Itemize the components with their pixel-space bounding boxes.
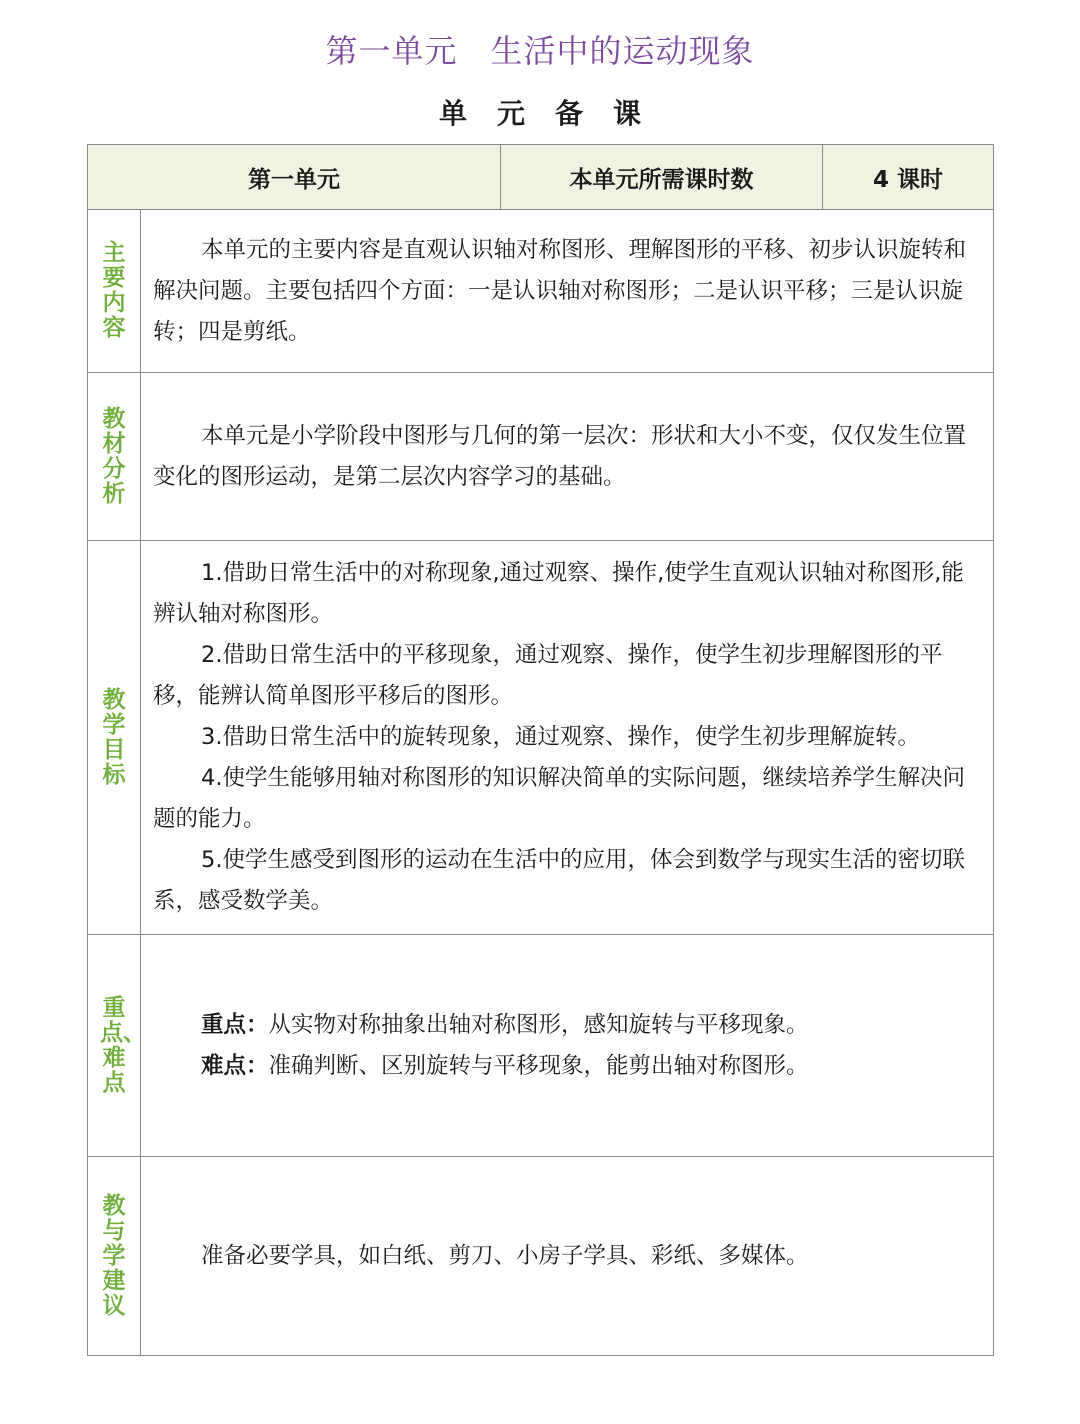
main-content-label: 主要内容 [102,240,126,341]
row-label-cell [88,210,141,373]
table-header-row [88,145,994,210]
main-content-cell [141,210,994,373]
hours-value-cell: 4 课时 [823,145,994,210]
objective-item: 4.使学生能够用轴对称图形的知识解决简单的实际问题，继续培养学生解决问题的能力。 [153,765,965,832]
objectives-label: 教学目标 [102,686,126,788]
table-row-objectives [88,541,994,935]
objective-item: 1.借助日常生活中的对称现象,通过观察、操作,使学生直观认识轴对称图形,能辨认轴对称图形。 [153,560,964,627]
key-point-line [201,1005,983,1046]
objective-item: 2.借助日常生活中的平移现象，通过观察、操作，使学生初步理解图形的平移，能辨认简单图形平移后的图形。 [153,642,943,709]
suggestions-cell [141,1157,994,1356]
table-row-suggestions [88,1157,994,1356]
hard-point-title: 难点： [201,1052,269,1079]
main-content-text: 本单元的主要内容是直观认识轴对称图形、理解图形的平移、初步认识旋转和解决问题。主要包括四个方面：一是认识轴对称图形；二是认识平移；三是认识旋转；四是剪纸。 [153,236,967,345]
page-title: 第一单元 生活中的运动现象 [325,32,755,70]
key-points-cell [141,935,994,1157]
row-label-cell [88,1157,141,1356]
row-label-cell [88,373,141,541]
page-subtitle: 单元备课 [438,97,671,130]
unit-cell: 第一单元 [88,145,501,210]
hard-point-line [201,1046,983,1087]
suggestions-text: 准备必要学具，如白纸、剪刀、小房子学具、彩纸、多媒体。 [201,1242,809,1269]
table-row-main-content [88,210,994,373]
objective-item: 3.借助日常生活中的旋转现象，通过观察、操作，使学生初步理解旋转。 [201,724,920,750]
objectives-cell [141,541,994,935]
row-label-cell [88,541,141,935]
table-row-material-analysis [88,373,994,541]
material-analysis-cell [141,373,994,541]
row-label-cell [88,935,146,1157]
lesson-plan-table [87,144,994,1356]
material-analysis-text: 本单元是小学阶段中图形与几何的第一层次：形状和大小不变，仅仅发生位置变化的图形运动，是第二层次内容学习的基础。 [153,422,967,490]
objective-item: 5.使学生感受到图形的运动在生活中的应用，体会到数学与现实生活的密切联系，感受数学美。 [153,847,965,914]
hours-label-cell: 本单元所需课时数 [501,145,823,210]
key-points-label: 重点、难点 [100,994,146,1096]
material-analysis-label: 教材分析 [102,405,126,507]
table-row-key-points [88,935,994,1157]
key-point-text: 从实物对称抽象出轴对称图形，感知旋转与平移现象。 [268,1011,809,1038]
hard-point-text: 准确判断、区别旋转与平移现象，能剪出轴对称图形。 [268,1052,809,1079]
suggestions-label: 教与学建议 [102,1192,126,1319]
key-point-title: 重点： [201,1011,269,1038]
